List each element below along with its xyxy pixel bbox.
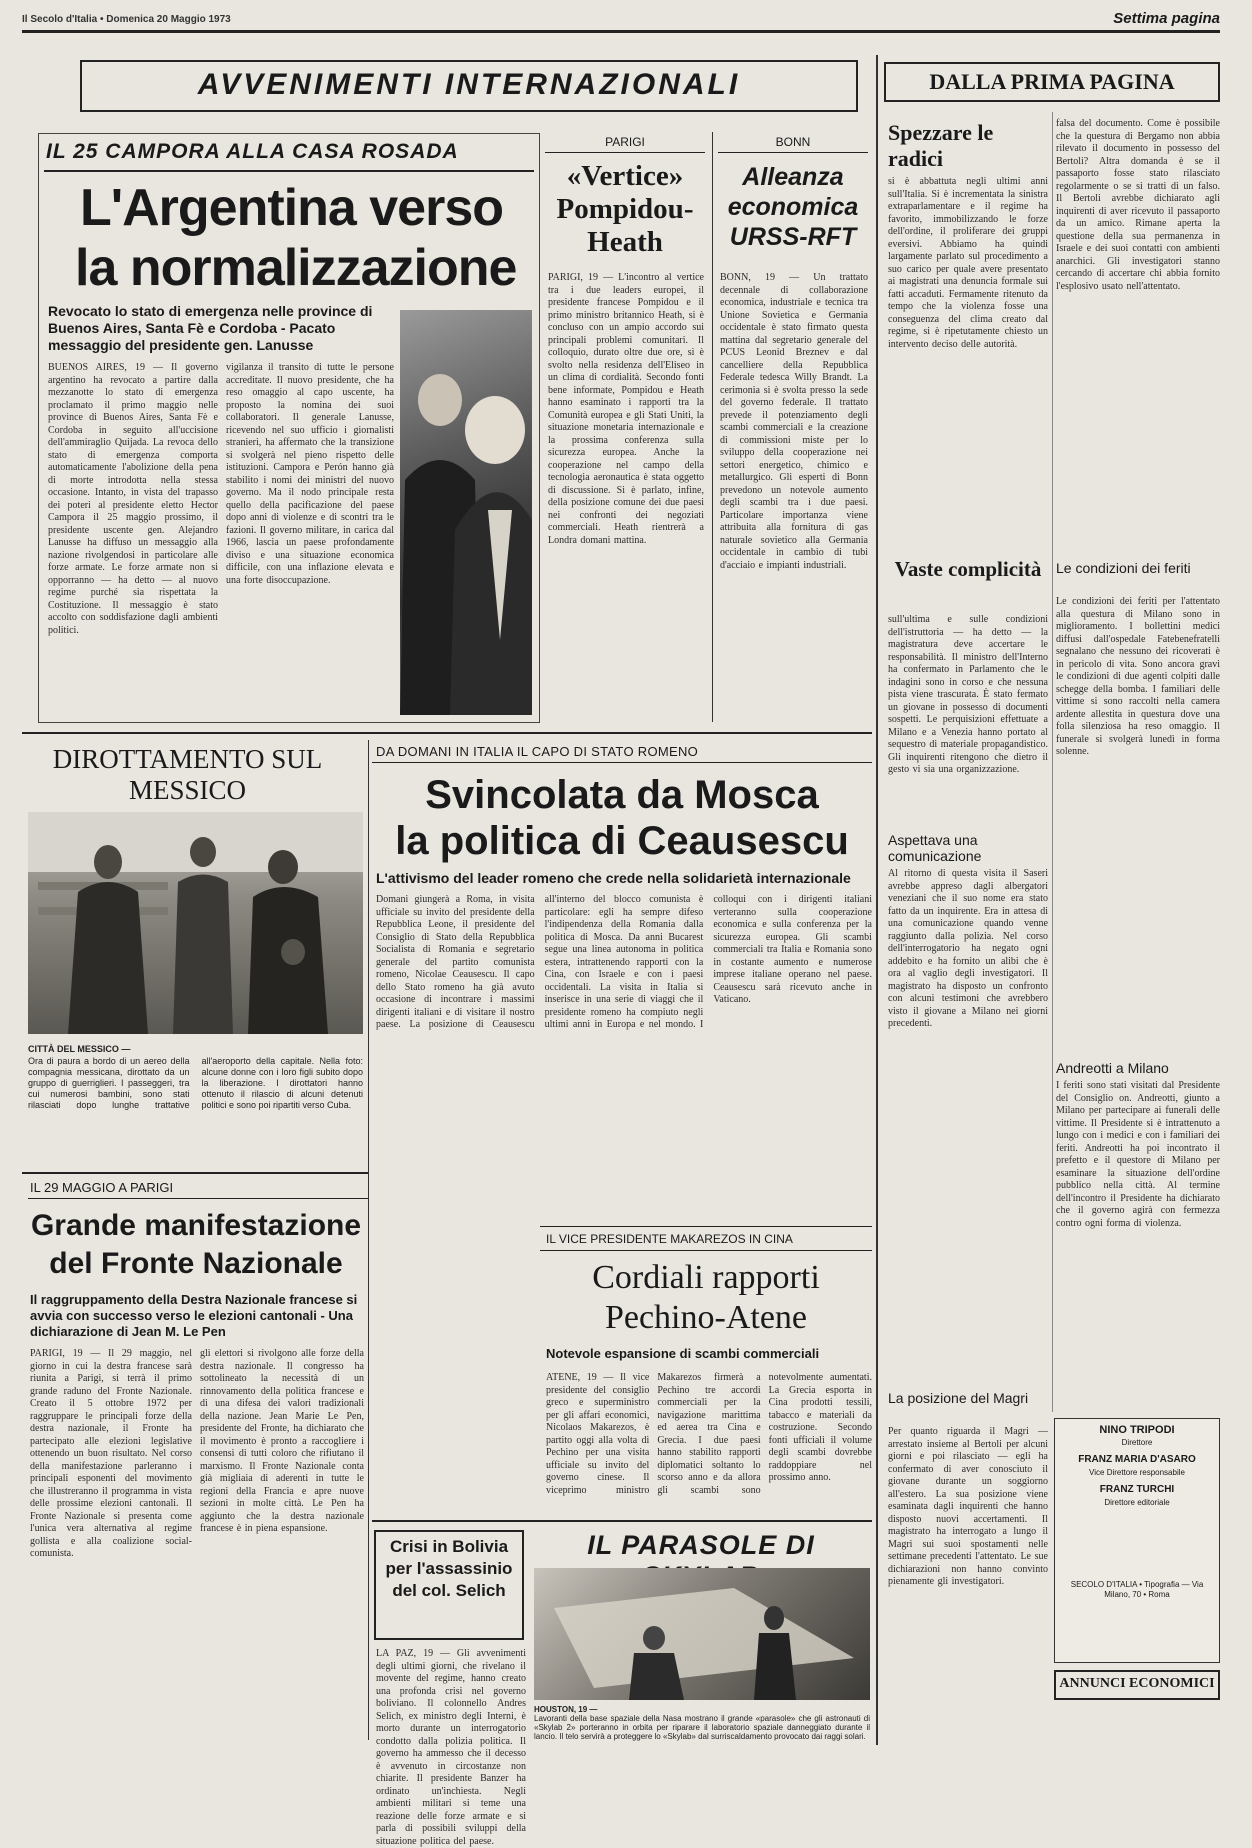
parigi-headline: «Vertice» Pompidou-Heath [556,160,694,258]
bolivia-body: LA PAZ, 19 — Gli avvenimenti degli ultimi giorni, che rivelano il movente del regime, hanno creato una profonda crisi nel governo boliviano. Il colonnello Andres Selich, ex ministro degli Interni, è morto durante un interrogatorio condotto dalla polizia politica. Il governo ha ammesso che il decesso è avvenuto in circostanze non chiarite. Il presidente Banzer ha ordinato un'inchiesta. Negli ambienti militari si teme una reazione delle forze armate e si parla di possibili sviluppi della situazione politica del paese. [376,1648,526,1847]
right-section-divider [876,55,878,1745]
imprint-manager: FRANZ TURCHI [1099,1484,1175,1495]
dirottamento-caption: Ora di paura a bordo di un aereo della compagnia messicana, dirottato da un gruppo di guerriglieri. I passeggeri, tra cui numerosi bambini, sono stati rilasciati dopo lunghe trattative all'aeroporto della capitale. Nella foto: alcune donne con i loro figli subito dopo la liberazione. I dirottatori hanno ottenuto il rilascio di alcuni detenuti politici e sono poi ripartiti verso Cuba. [28,1056,363,1110]
imprint-editor-role: Vice Direttore responsabile [1089,1468,1185,1477]
fronte-deck: Il raggruppamento della Destra Nazionale francese si avvia con successo verso le elezioni cantonali - Una dichiarazione di Jean M. Le Pen [30,1292,358,1339]
fronte-headline-2: del Fronte Nazionale [49,1247,343,1280]
fronte-headline-1: Grande manifestazione [30,1209,362,1242]
bonn-headline: Alleanza economica URSS-RFT [727,163,859,251]
makarezos-headline-1: Cordiali rapporti [592,1259,820,1296]
masthead-right: Settima pagina [1113,10,1220,27]
ceausescu-kicker-rule [372,762,872,763]
section-banner: AVVENIMENTI INTERNAZIONALI [197,68,741,101]
magri-title: La posizione del Magri [888,1390,1029,1406]
parigi-kicker: PARIGI [605,135,645,149]
right-inner-divider [1052,112,1053,1412]
makarezos-deck: Notevole espansione di scambi commerciali [546,1346,820,1361]
spezzare-body: si è abbattuta negli ultimi anni sull'Italia. Si è incrementata la sinistra extraparlamentare e il regime ha favorito, immobilizzando le forze dell'ordine, il proliferare dei gruppi eversivi. Abbiamo ha quindi largamente parlato sul procedimento a suo carico per quale avere presentato ai magistrati una denuncia formale sui fatti accaduti. Fermamente ritenuto da tempo che la violenza fosse una conseguenza del clima creato dal regime, si è ripetutamente chiesto un intervento deciso delle autorità. [888,176,1048,350]
dirottamento-caption-lead: CITTÀ DEL MESSICO — [28,1044,131,1054]
spezzare-title: Spezzare le radici [888,120,994,171]
makarezos-kicker-rule [540,1250,872,1251]
imprint-director: NINO TRIPODI [1099,1424,1175,1436]
dirottamento-photo [28,812,363,1034]
imprint-editor: FRANZ MARIA D'ASARO [1078,1454,1196,1465]
argentina-body-col2: vigilanza il transito di tutte le persone accreditate. Il nuovo presidente, che ha reso omaggio al capo uscente, ha proposto la nomina dei suoi collaboratori. Il generale Lanusse, ricevendo nel suo ufficio i giornalisti stranieri, ha affermato che la transizione si svolgerà nel pieno rispetto delle istituzioni. Campora e Perón hanno già stabilito i nomi dei ministri del nuovo governo. Ma il nodo principale resta quello della pacificazione del paese dopo anni di violenze e di scontri tra le fazioni. Il governo militare, in carica dal 1966, lascia un paese profondamente diviso e una situazione economica difficile, con una inflazione elevata e una forte disoccupazione. [226,362,394,586]
skylab-photo [534,1568,870,1700]
fronte-kicker: IL 29 MAGGIO A PARIGI [30,1180,174,1195]
annunci-title: ANNUNCI ECONOMICI [1059,1676,1215,1691]
fronte-kicker-rule [28,1198,368,1199]
ceausescu-body: Domani giungerà a Roma, in visita ufficiale su invito del presidente della Repubblica Leone, il presidente del Consiglio di Stato della Repubblica Socialista di Romania e segretario generale del partito comunista romeno, Nicolae Ceausescu. Il capo dello Stato romeno ha già avuto occasione di incontrare i massimi dirigenti italiani e di visitare il nostro paese. La posizione di Ceausescu all'interno del blocco comunista è particolare: egli ha sempre difeso l'indipendenza della Romania dalla politica di Mosca. Da anni Bucarest segue una linea autonoma in politica estera, intrattenendo rapporti con la Cina, con Israele e con i paesi occidentali. La visita in Italia si inserisce in una serie di viaggi che il presidente romeno ha compiuto negli ultimi anni in Europa e nel mondo. I colloqui con i dirigenti italiani verteranno sulla cooperazione economica e sulla conferenza per la sicurezza europea. Gli scambi commerciali tra Italia e Romania sono in costante aumento e numerose imprese italiane operano nel paese. Ceausescu sarà ricevuto anche in Vaticano. [376,894,872,1030]
bonn-kicker: BONN [775,135,811,149]
makarezos-kicker: IL VICE PRESIDENTE MAKAREZOS IN CINA [546,1232,793,1246]
argentina-deck: Revocato lo stato di emergenza nelle province di Buenos Aires, Santa Fè e Cordoba - Pacato messaggio del presidente gen. Lanusse [48,303,373,353]
vaste-body: sull'ultima e sulle condizioni dell'istruttoria — ha detto — la magistratura deve accertare le responsabilità. Il ministro dell'Interno ha confermato in Parlamento che le indagini sono in corso e che nessuna pista viene trascurata. È stato fermato un giovane in possesso di documenti sospetti. Le perquisizioni effettuate a Milano e a Venezia hanno portato al sequestro di materiale propagandistico. Gli inquirenti ritengono che dietro il gesto vi sia una organizzazione. [888,614,1048,775]
imprint-manager-role: Direttore editoriale [1104,1498,1170,1507]
makarezos-headline-2: Pechino-Atene [604,1299,808,1336]
condizioni-title: Le condizioni dei feriti [1056,560,1191,576]
argentina-photo [400,310,532,715]
parigi-body: PARIGI, 19 — L'incontro al vertice tra i due leaders europei, il presidente francese Pompidou e il primo ministro britannico Heath, si è concluso con un ampio accordo sui principali problemi comunitari. Il colloquio, durato oltre due ore, si è svolto nella residenza dell'Eliseo in un clima di cordialità. Secondo fonti bene informate, Pompidou e Heath hanno esaminato i rapporti tra la Comunità europea e gli Stati Uniti, la situazione monetaria internazionale e la prossima conferenza sulla sicurezza europea. Anche la cooperazione nel campo della tecnologia aeronautica è stata oggetto di discussione. Si è parlato, infine, della posizione comune dei due paesi nei confronti dei negoziati commerciali. Heath rientrerà a Londra domani mattina. [548,272,704,546]
argentina-headline-2: la normalizzazione [75,239,517,297]
ceausescu-headline-1: Svincolata da Mosca [425,773,819,817]
top-row-divider [22,732,872,734]
imprint-director-role: Direttore [1121,1438,1153,1447]
skylab-caption: Lavoranti della base spaziale della Nasa mostrano il grande «parasole» che gli astronauti di «Skylab 2» porteranno in orbita per riparare il laboratorio spaziale danneggiato durante il lancio. Il telo servirà a proteggere lo «Skylab» dal surriscaldamento provocato dai raggi solari. [534,1714,870,1741]
makarezos-top-rule [540,1226,872,1227]
dirottamento-photo-figures [28,812,363,1034]
argentina-kicker-rule [44,170,534,172]
fronte-body-col1: PARIGI, 19 — Il 29 maggio, nel giorno in cui la destra francese sarà riunita a Parigi, si terrà il primo grande raduno del Fronte Nazionale. Creato il 5 ottobre 1972 per raggruppare le principali forze della destra nazionale, il Fronte ha partecipato alle elezioni legislative ottenendo un buon risultato. Nel corso della manifestazione parleranno i principali esponenti del movimento che illustreranno il programma in vista delle prossime elezioni cantonali. Il Fronte Nazionale si presenta come l'unica vera alternativa al regime gollista e alla coalizione social-comunista. [30,1348,192,1559]
skylab-caption-lead: HOUSTON, 19 — [534,1705,598,1714]
fronte-body-col2: gli elettori si rivolgono alle forze della destra nazionale. Il congresso ha sottolineato la necessità di un rinnovamento della politica francese e di una difesa dei valori tradizionali della nazione. Jean Marie Le Pen, presidente del Fronte, ha dichiarato che il movimento è pronto a raccogliere i consensi di tutti coloro che rifiutano il marxismo. Il Fronte Nazionale conta già migliaia di aderenti in tutte le regioni della Francia e apre nuove sezioni in molte città. Le Pen ha aggiunto che la destra nazionale francese è in piena espansione. [200,1348,364,1534]
right-top-body: falsa del documento. Come è possibile che la questura di Bergamo non abbia rilevato il documento in possesso del Bertoli? Altra domanda è se il passaporto fosse stato rilasciato regolarmente o se si tratti di un falso. Il Bertoli avrebbe dichiarato agli inquirenti di aver ricevuto il passaporto da un amico. Rimane aperta la questione della sua permanenza in Israele e dei suoi contatti con ambienti anarchici. Gli investigatori stanno cercando di accertare chi abbia fornito l'esplosivo usato nell'attentato. [1056,118,1220,292]
dirottamento-divider [368,740,369,1740]
makarezos-body: ATENE, 19 — Il vice presidente del consiglio greco e superministro per gli affari economici, Nicolaos Makarezos, è partito oggi alla volta di Pechino per una visita ufficiale su invito del governo cinese. Il viceprimo ministro Makarezos firmerà a Pechino tre accordi commerciali per la navigazione marittima ed aerea tra Cina e Grecia. I due paesi hanno stabilito rapporti diplomatici soltanto lo scorso anno e da allora gli scambi sono notevolmente aumentati. La Grecia esporta in Cina prodotti tessili, tabacco e materiali da costruzione. Secondo fonti ufficiali il volume degli scambi dovrebbe raddoppiare nel prossimo anno. [546,1372,872,1496]
andreotti-title: Andreotti a Milano [1056,1060,1169,1076]
imprint-print-line: SECOLO D'ITALIA • Tipografia — Via Milano, 70 • Roma [1070,1580,1204,1599]
dirottamento-headline: DIROTTAMENTO SUL MESSICO [52,744,323,805]
ceausescu-headline-2: la politica di Ceausescu [395,819,849,863]
argentina-photo-figures [400,310,532,715]
parigi-rule [545,152,705,153]
masthead-left: Il Secolo d'Italia • Domenica 20 Maggio 1973 [22,14,231,25]
bonn-rule [718,152,868,153]
skylab-headline: IL PARASOLE DI [587,1530,815,1560]
magri-body: Per quanto riguarda il Magri — arrestato insieme al Bertoli per alcuni giorni e poi rilasciato — egli ha confermato di aver conosciuto il giovane durante un soggiorno all'estero. La sua posizione viene esaminata dagli inquirenti che hanno disposto nuovi accertamenti. Il magistrato ha interrogato a lungo il Magri sui suoi spostamenti nelle settimane precedenti l'attentato. Le sue dichiarazioni non hanno convinto pienamente gli investigatori. [888,1426,1048,1587]
parigi-bonn-divider [712,132,713,722]
argentina-kicker: IL 25 CAMPORA ALLA CASA ROSADA [46,140,459,163]
argentina-headline-1: L'Argentina verso [80,179,504,237]
ceausescu-deck: L'attivismo del leader romeno che crede nella solidarietà internazionale [376,870,851,886]
bolivia-headline: Crisi in Bolivia per l'assassinio del col. Selich [385,1537,513,1600]
andreotti-body: I feriti sono stati visitati dal Presidente del Consiglio on. Andreotti, giunto a Milano per partecipare ai funerali delle vittime. Il Presidente si è intrattenuto a lungo con i medici e con i familiari dei feriti. Andreotti ha poi incontrato il prefetto e il questore di Milano per esaminare la situazione dell'ordine pubblico nella città. Al termine dell'incontro il Presidente ha dichiarato che il governo agirà con fermezza contro ogni forma di violenza. [1056,1080,1220,1229]
condizioni-body: Le condizioni dei feriti per l'attentato alla questura di Milano sono in miglioramento. I bollettini medici diffusi dall'ospedale Fatebenefratelli segnalano che nessuno dei ricoverati è in pericolo di vita. Sono ancora gravi le condizioni di due agenti colpiti dalle schegge della bomba. I familiari delle vittime si sono raccolti nella camera ardente allestita in questura dove una folla silenziosa ha reso omaggio. Il funerale si svolgerà lunedì in forma solenne. [1056,596,1220,757]
skylab-photo-figures [534,1568,870,1700]
fronte-top-rule [22,1172,368,1174]
bonn-body: BONN, 19 — Un trattato decennale di collaborazione economica, industriale e tecnica tra Unione Sovietica e Germania occidentale è stato firmato questa mattina dal segretario generale del PCUS Leonid Breznev e dal cancelliere della Repubblica Federale tedesca Willy Brandt. La cerimonia si è svolta presso la sede del governo federale. Il trattato prevede il potenziamento degli scambi commerciali e la creazione di commissioni miste per lo sviluppo della cooperazione nei settori energetico, chimico e metallurgico. Gli esperti di Bonn prevedono un notevole aumento degli scambi tra i due paesi. Particolare importanza viene attribuita alla fornitura di gas naturale sovietico alla Germania occidentale in cambio di tubi d'acciaio e impianti industriali. [720,272,868,571]
ceausescu-kicker: DA DOMANI IN ITALIA IL CAPO DI STATO ROMENO [376,744,699,759]
masthead-rule [22,30,1220,33]
aspettava-title: Aspettava una comunicazione [888,832,982,864]
prima-pagina-banner: DALLA PRIMA PAGINA [929,69,1175,94]
aspettava-body: Al ritorno di questa visita il Saseri avrebbe appreso dagli albergatori veneziani che il suo nome era stato fatto da un inquirente. Era in attesa di una comunicazione quando venne raggiunto dalla polizia. Nel corso dell'interrogatorio ha negato ogni addebito e ha fornito un alibi che è ora al vaglio degli investigatori. Il magistrato ha disposto un confronto con alcuni testimoni che avrebbero visto il giovane a Milano nei giorni precedenti. [888,868,1048,1029]
argentina-body-col1: BUENOS AIRES, 19 — Il governo argentino ha revocato a partire dalla mezzanotte lo stato di emergenza proclamato il primo maggio nelle province di Buenos Aires, Santa Fè e Cordoba in seguito all'uccisione dell'ammiraglio Quijada. La revoca dello stato di emergenza comporta automaticamente l'abolizione della pena di morte introdotta nella stessa occasione. Intanto, in vista del trapasso dei poteri al presidente eletto Hector Campora il 25 maggio prossimo, il presidente uscente gen. Alejandro Lanusse ha diffuso un messaggio alla nazione rivolgendosi in particolare alle forze armate. Le forze armate non si opporranno — ha detto — al nuovo regime purché sia rispettata la Costituzione. Il messaggio è stato accolto con soddisfazione dagli ambienti politici. [48,362,218,636]
makarezos-bottom-rule [372,1520,872,1522]
vaste-title: Vaste complicità [894,557,1042,581]
